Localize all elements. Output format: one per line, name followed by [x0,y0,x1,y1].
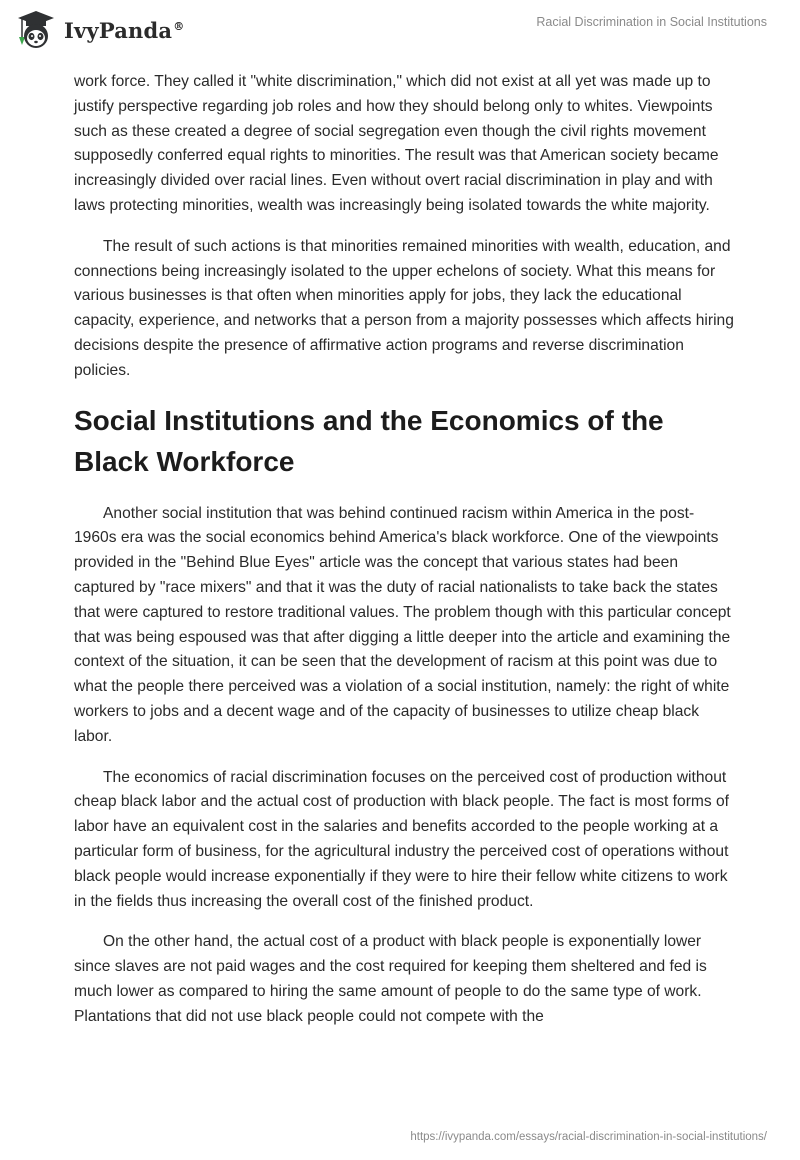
logo[interactable] [14,10,184,50]
document-title: Racial Discrimination in Social Institutions [536,15,767,29]
article-body [74,70,734,1046]
section-heading: Social Institutions and the Economics of the Black Workforce [74,404,664,477]
paragraph: On the other hand, the actual cost of a product with black people is exponentially lower since slaves are not paid wages and the cost required for keeping them sheltered and fed is much lower as compared to hiring the same amount of people to do the same type of work. Plantations that did not use black people could not compete with the [74,933,707,1025]
panda-graduate-icon [14,10,58,50]
source-url[interactable]: https://ivypanda.com/essays/racial-discrimination-in-social-institutions/ [410,1131,767,1143]
page-header [0,0,800,70]
registered-mark: ® [173,19,185,33]
paragraph: work force. They called it "white discrimination," which did not exist at all yet was made up to justify perspective regarding job roles and how they should belong only to whites. Viewpoints such as these created a degree of social segregation even though the civil rights movement supposedly conferred equal rights to minorities. The result was that American society became increasingly divided over racial lines. Even without overt racial discrimination in play and with laws protecting minorities, wealth was increasingly being isolated towards the white majority. [74,73,719,214]
paragraph: The economics of racial discrimination focuses on the perceived cost of production without cheap black labor and the actual cost of production with black people. The fact is most forms of labor have an equivalent cost in the salaries and benefits accorded to the people working at a particular form of business, for the agricultural industry the perceived cost of operations without black people would increase exponentially if they were to hire their fellow white citizens to work in the fields thus increasing the overall cost of the finished product. [74,768,730,910]
paragraph: The result of such actions is that minorities remained minorities with wealth, education, and connections being increasingly isolated to the upper echelons of society. What this means for various businesses is that often when minorities apply for jobs, they lack the educational capacity, experience, and networks that a person from a majority possesses which affects hiring decisions despite the presence of affirmative action programs and reverse discrimination policies. [74,237,734,379]
paragraph: Another social institution that was behind continued racism within America in the post-1960s era was the social economics behind America's black workforce. One of the viewpoints provided in the "Behind Blue Eyes" article was the concept that various states had been captured by "race mixers" and that it was the duty of racial nationalists to take back the states that were captured to restore traditional values. The problem though with this particular concept that was being espoused was that after digging a little deeper into the article and examining the context of the situation, it can be seen that the development of racism at this point was due to what the people there perceived was a violation of a social institution, namely: the right of white workers to jobs and a decent wage and of the capacity of businesses to utilize cheap black labor. [74,504,731,745]
brand-name: IvyPanda® [64,17,185,43]
